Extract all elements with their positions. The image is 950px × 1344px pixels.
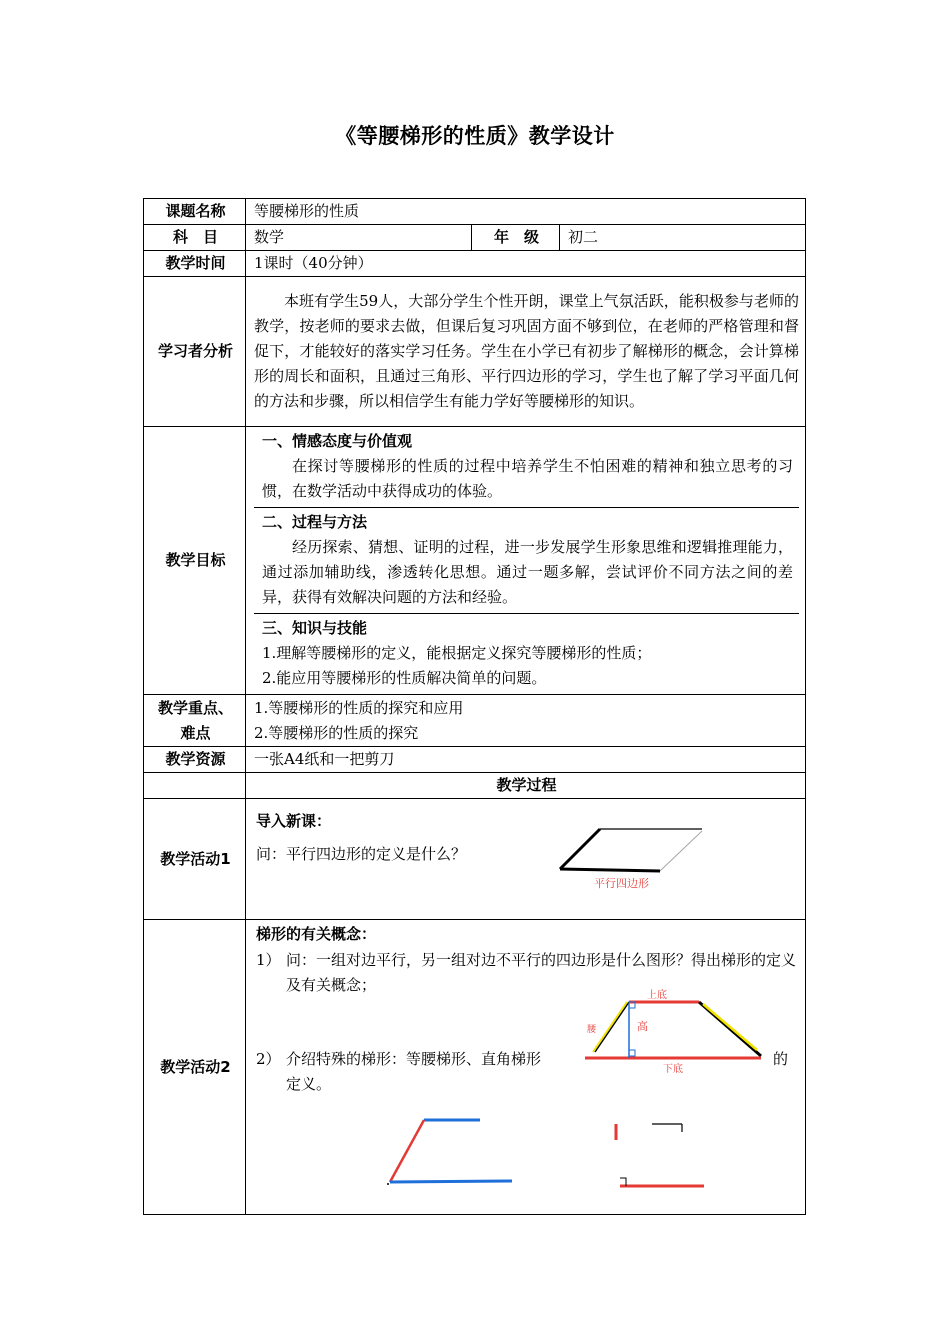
resources-label: 教学资源: [144, 747, 246, 773]
key-label: [144, 695, 246, 747]
activity-2-label: 教学活动2: [144, 920, 246, 1215]
goal-emotion-title: 一、情感态度与价值观: [262, 432, 413, 450]
parallelogram-figure: [556, 825, 706, 891]
leg-label: 腰: [587, 1025, 597, 1035]
row-subject: [144, 225, 806, 251]
row-analysis: [144, 277, 806, 427]
row-topic: [144, 199, 806, 225]
activity-1-label: 教学活动1: [144, 799, 246, 920]
goal-knowledge-item-2: 2.能应用等腰梯形的性质解决简单的问题。: [262, 669, 547, 687]
time-label: 教学时间: [144, 251, 246, 277]
right-trapezoid-figure: [612, 1120, 708, 1196]
activity-1-question: 问：平行四边形的定义是什么？: [256, 845, 467, 863]
goal-knowledge: [254, 613, 799, 694]
grade-value: 初二: [560, 225, 806, 251]
activity-2-content: [246, 920, 806, 1215]
key-item-2: 2.等腰梯形的性质的探究: [254, 723, 419, 742]
row-resources: [144, 747, 806, 773]
analysis-text: 本班有学生59人，大部分学生个性开朗，课堂上气氛活跃，能积极参与老师的教学，按老师的要求去做，但课后复习巩固方面不够到位，在老师的严格管理和督促下，才能较好的落实学习任务。学生在小学已有初步了解梯形的概念，会计算梯形的周长和面积，且通过三角形、平行四边形的学习，学生也了解了学习平面几何的方法和步骤，所以相信学生有能力学好等腰梯形的知识。: [246, 277, 806, 427]
resources-value: 一张A4纸和一把剪刀: [246, 747, 806, 773]
trapezoid-concepts-figure: [581, 988, 771, 1074]
process-header-blank: [144, 773, 246, 799]
analysis-label: 学习者分析: [144, 277, 246, 427]
topic-label: 课题名称: [144, 199, 246, 225]
key-content: [246, 695, 806, 747]
time-value: 1课时（40分钟）: [246, 251, 806, 277]
grade-label: 年 级: [472, 225, 560, 251]
goal-process-text: 经历探索、猜想、证明的过程，进一步发展学生形象思维和逻辑推理能力，通过添加辅助线，渗透转化思想。通过一题多解，尝试评价不同方法之间的差异，获得有效解决问题的方法和经验。: [262, 538, 794, 606]
activity-2-item-2-tail: 的: [773, 1050, 789, 1068]
row-activity-1: [144, 799, 806, 920]
isosceles-trapezoid-figure: [384, 1114, 518, 1190]
key-item-1: 1.等腰梯形的性质的探究和应用: [254, 698, 464, 717]
goal-process-title: 二、过程与方法: [262, 513, 368, 531]
key-label-line-1: 教学重点、: [157, 698, 233, 717]
activity-1-content: [246, 799, 806, 920]
lesson-plan-table: [143, 198, 806, 1215]
goal-emotion: [254, 427, 799, 507]
goals-label: 教学目标: [144, 427, 246, 695]
activity-1-heading: 导入新课：: [256, 812, 332, 830]
key-label-line-2: 难点: [180, 723, 211, 742]
height-label: 高: [637, 1020, 648, 1033]
subject-label: 科 目: [144, 225, 246, 251]
activity-2-item-1-num: 1）: [256, 951, 281, 969]
row-key-points: [144, 695, 806, 747]
parallelogram-caption: 平行四边形: [594, 877, 649, 890]
activity-2-item-2-num: 2）: [256, 1050, 281, 1068]
row-time: [144, 251, 806, 277]
activity-2-item-1-text: 问：一组对边平行，另一组对边不平行的四边形是什么图形？得出梯形的定义及有关概念；: [286, 951, 797, 994]
goal-knowledge-title: 三、知识与技能: [262, 619, 368, 637]
activity-2-item-2-text: 介绍特殊的梯形：等腰梯形、直角梯形: [286, 1050, 542, 1068]
row-process-header: [144, 773, 806, 799]
subject-value: 数学: [246, 225, 472, 251]
activity-2-heading: 梯形的有关概念：: [256, 925, 377, 943]
goal-knowledge-item-1: 1.理解等腰梯形的定义，能根据定义探究等腰梯形的性质；: [262, 644, 652, 662]
goal-emotion-text: 在探讨等腰梯形的性质的过程中培养学生不怕困难的精神和独立思考的习惯，在数学活动中获得成功的体验。: [262, 457, 794, 500]
bottom-base-label: 下底: [663, 1064, 683, 1074]
activity-2-item-2: [256, 1047, 541, 1072]
top-base-label: 上底: [647, 990, 667, 1001]
row-activity-2: [144, 920, 806, 1215]
process-header: 教学过程: [246, 773, 806, 799]
activity-2-item-2-line-2: 定义。: [286, 1075, 332, 1093]
document-title: 《等腰梯形的性质》教学设计: [335, 124, 615, 148]
goals-content: [246, 427, 806, 695]
row-goals: [144, 427, 806, 695]
topic-value: 等腰梯形的性质: [246, 199, 806, 225]
goal-process: [254, 507, 799, 613]
